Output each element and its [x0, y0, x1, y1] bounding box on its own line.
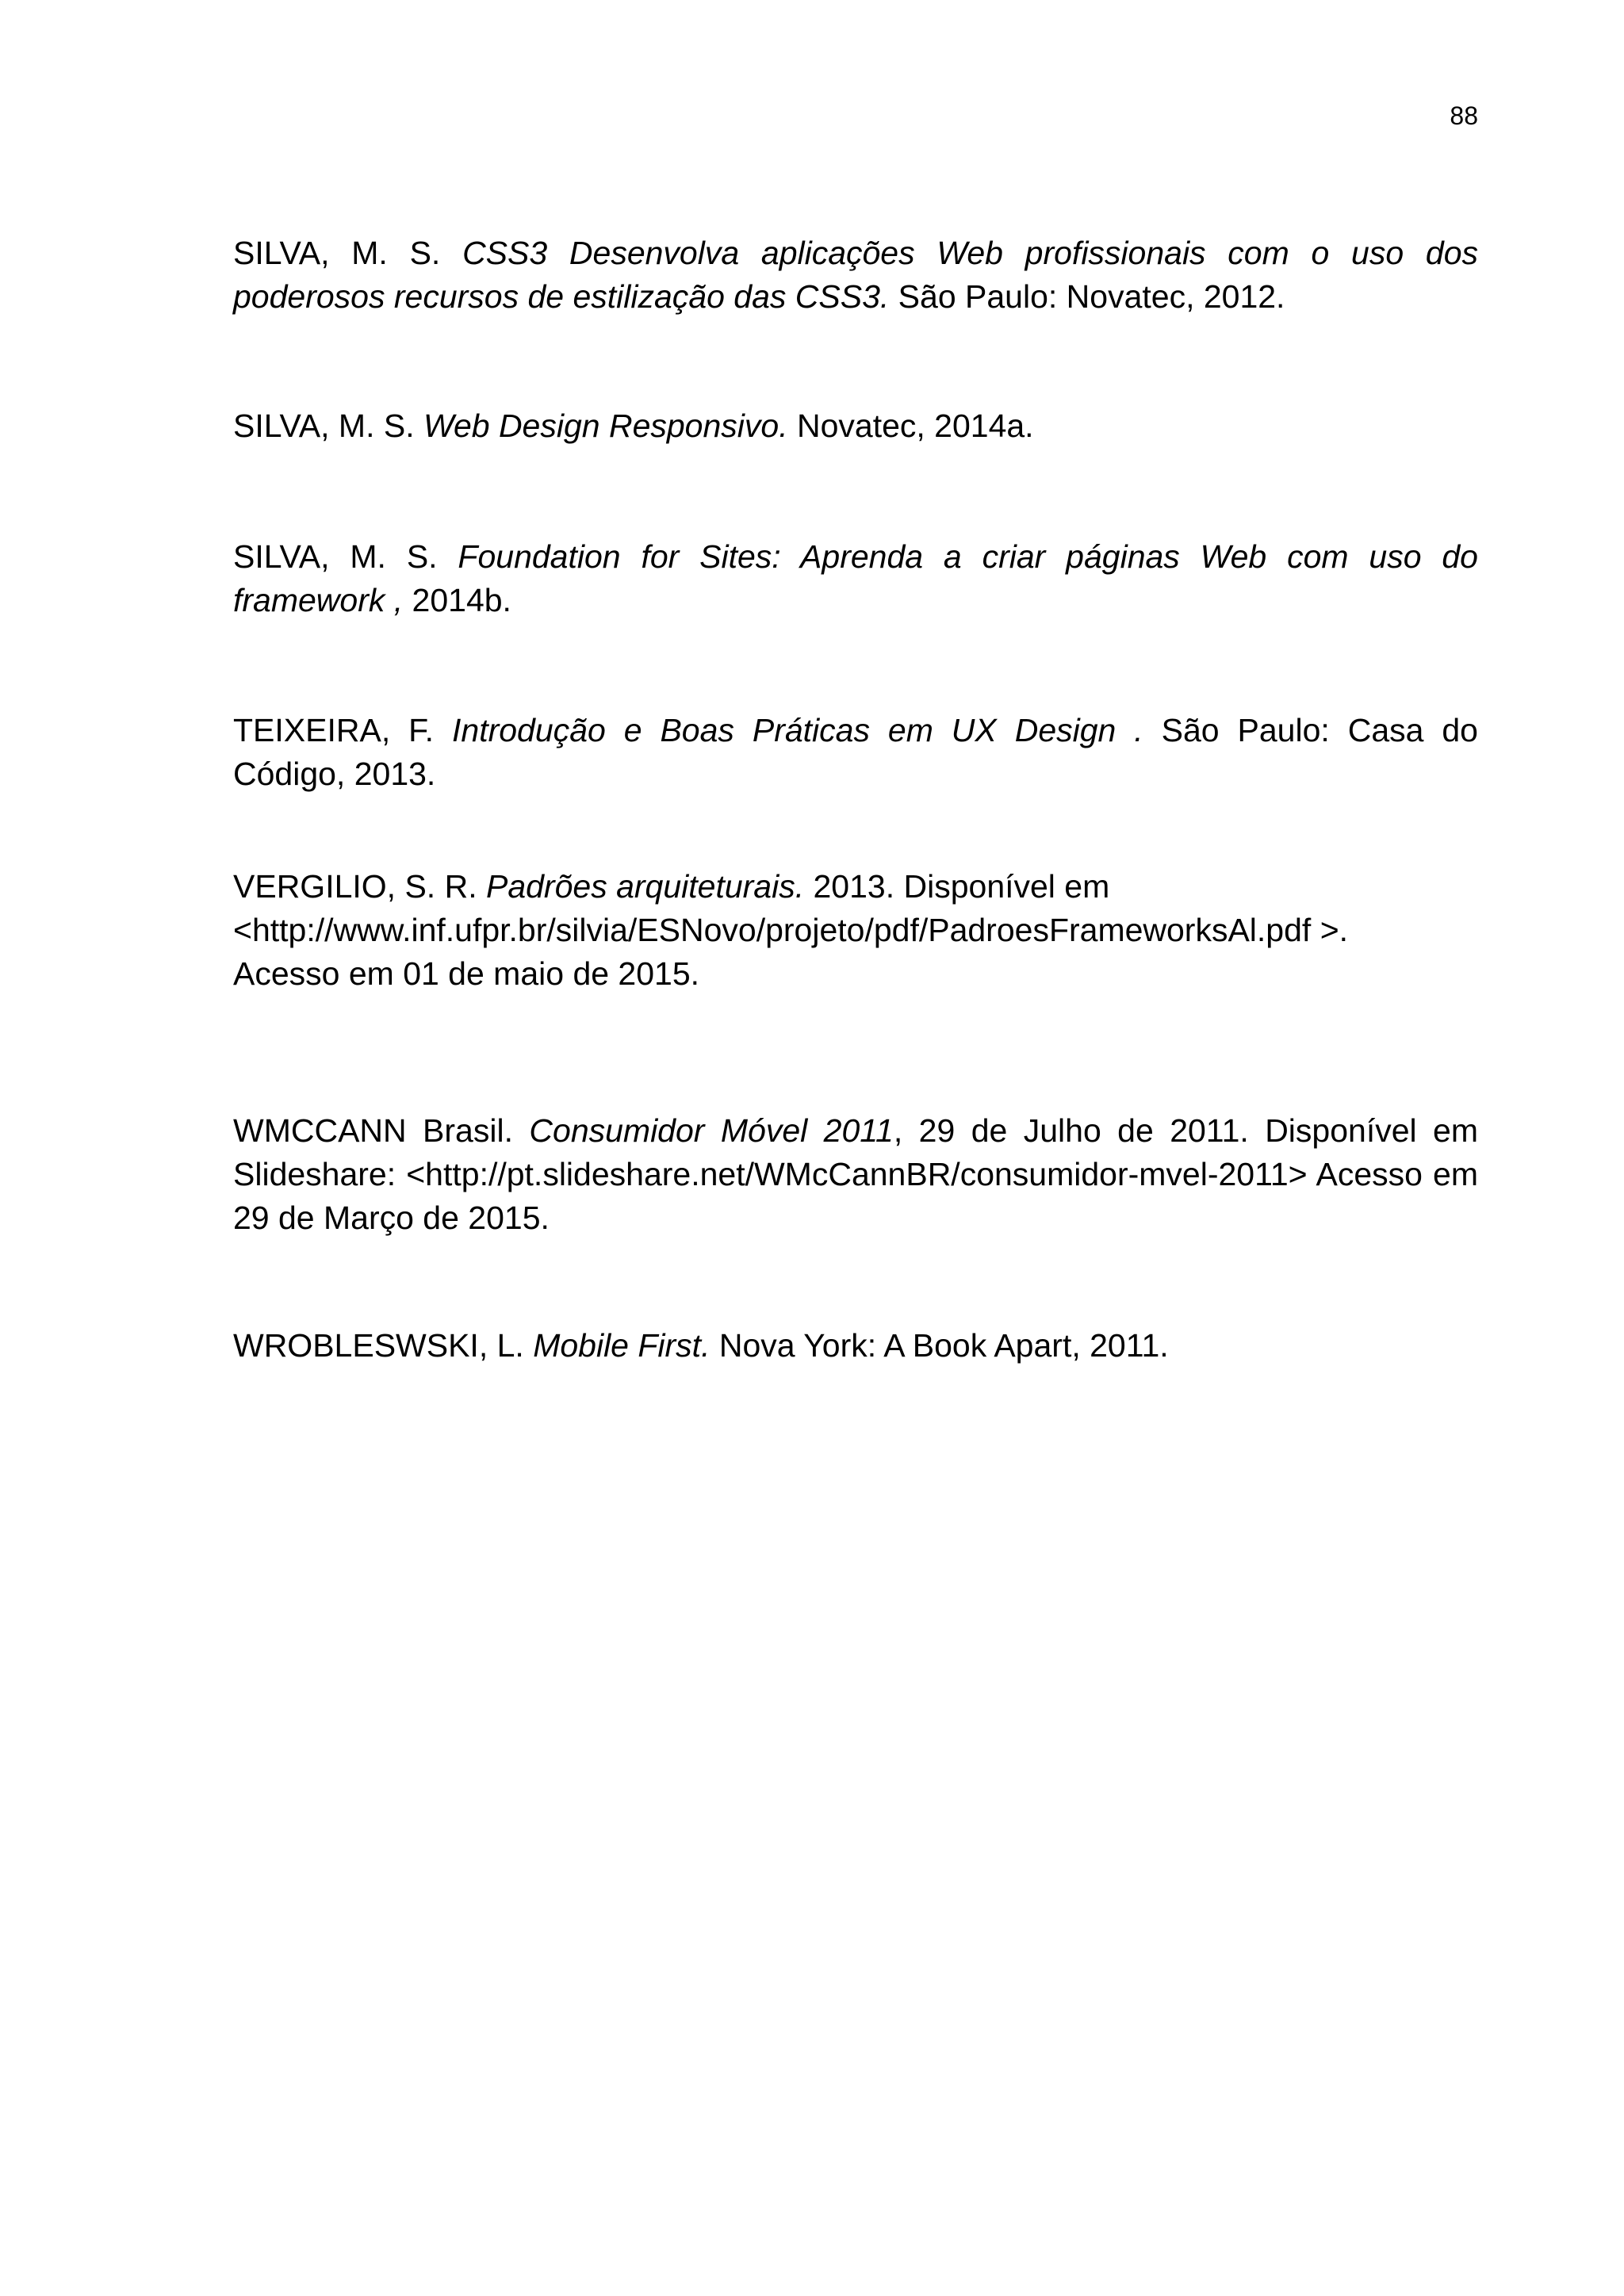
reference-author: WMCCANN Brasil. — [233, 1112, 530, 1149]
reference-title: Mobile First. — [533, 1327, 710, 1364]
reference-access-date: Acesso em 01 de maio de 2015. — [233, 955, 700, 992]
reference-title: Consumidor Móvel 2011 — [529, 1112, 894, 1149]
reference-publication: São Paulo: Casa do Código, 2013. — [233, 712, 1478, 792]
reference-title: Introdução e Boas Práticas em UX Design . — [452, 712, 1143, 748]
reference-line — [233, 865, 1478, 909]
reference-publication: , 29 de Julho de 2011. Disponível em Slideshare: <http://pt.slideshare.net/WMcCannBR/consumidor-mvel-2011> Acesso em 29 de Março de 2015. — [233, 1112, 1478, 1236]
reference-item — [233, 535, 1478, 622]
reference-author: SILVA, M. S. — [233, 235, 463, 271]
reference-title: Foundation for Sites: Aprenda a criar páginas Web com uso do framework , — [233, 538, 1478, 618]
reference-item — [233, 865, 1478, 996]
reference-author: VERGILIO, S. R. — [233, 868, 486, 905]
reference-item — [233, 232, 1478, 319]
reference-item — [233, 404, 1478, 448]
reference-author: WROBLESWSKI, L. — [233, 1327, 534, 1364]
reference-publication: 2014b. — [403, 582, 511, 618]
reference-author: SILVA, M. S. — [233, 408, 423, 444]
page-number: 88 — [1450, 101, 1478, 130]
reference-publication: 2013. Disponível em — [804, 868, 1110, 905]
reference-title: CSS3 Desenvolva aplicações Web profissionais com o uso dos poderosos recursos de estilização das CSS3. — [233, 235, 1478, 315]
reference-publication: Nova York: A Book Apart, 2011. — [710, 1327, 1169, 1364]
reference-title: Web Design Responsivo. — [423, 408, 788, 444]
reference-title: Padrões arquiteturais. — [485, 868, 805, 905]
reference-item — [233, 1109, 1478, 1240]
reference-author: TEIXEIRA, F. — [233, 712, 452, 748]
reference-item — [233, 1324, 1478, 1368]
reference-publication: Novatec, 2014a. — [787, 408, 1034, 444]
reference-publication: São Paulo: Novatec, 2012. — [889, 278, 1285, 315]
reference-url: <http://www.inf.ufpr.br/silvia/ESNovo/projeto/pdf/PadroesFrameworksAl.pdf >. — [233, 912, 1349, 948]
reference-author: SILVA, M. S. — [233, 538, 458, 575]
reference-item — [233, 709, 1478, 796]
